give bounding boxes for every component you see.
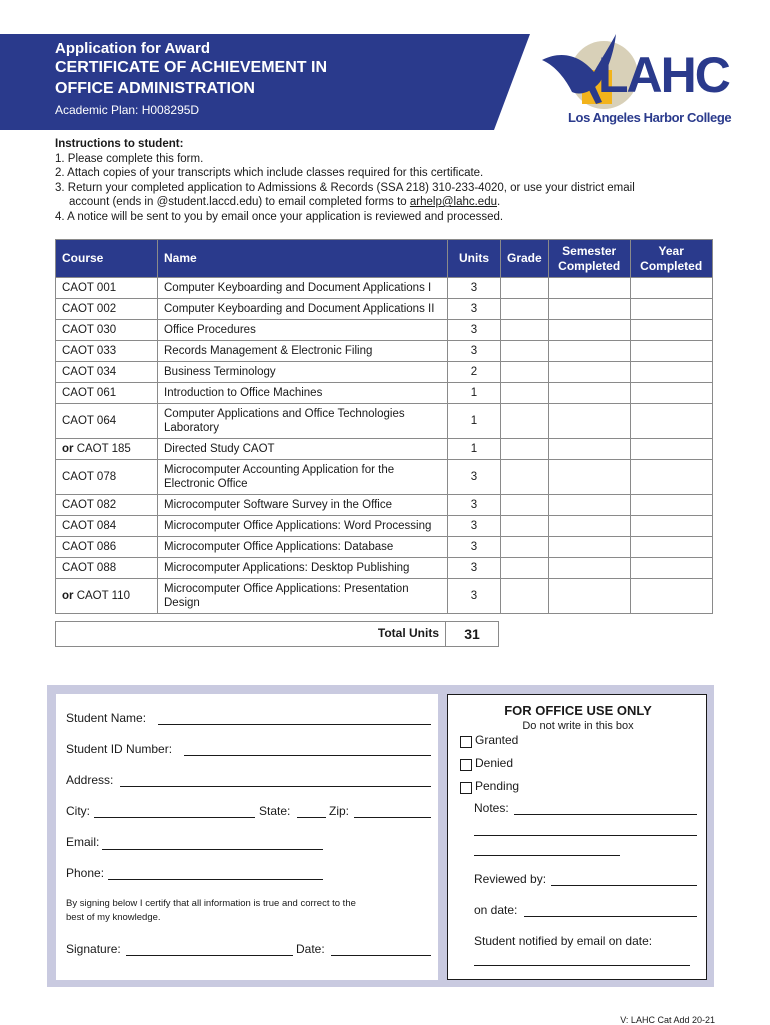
course-name-cell: Microcomputer Accounting Application for the Electronic Office [158,460,448,495]
grade-cell[interactable] [501,278,549,299]
units-cell: 3 [448,579,501,614]
course-code-cell [56,558,158,579]
instruction-item: 2. Attach copies of your transcripts which include classes required for this certificate. [55,167,484,179]
semester-cell[interactable] [548,495,630,516]
grade-cell[interactable] [501,439,549,460]
table-row [56,579,713,614]
table-row [56,537,713,558]
grade-cell[interactable] [501,404,549,439]
course-code-cell [56,362,158,383]
certificate-title-line1: CERTIFICATE OF ACHIEVEMENT IN [55,59,327,76]
course-code-cell [56,320,158,341]
zip-field[interactable] [354,817,431,818]
table-row [56,341,713,362]
course-code: CAOT 061 [62,387,117,399]
units-cell: 1 [448,383,501,404]
version-footer: V: LAHC Cat Add 20-21 [620,1015,715,1025]
semester-cell[interactable] [548,341,630,362]
zip-label: Zip: [329,804,350,818]
units-cell: 3 [448,516,501,537]
year-cell[interactable] [630,383,712,404]
year-cell[interactable] [630,439,712,460]
year-cell[interactable] [630,299,712,320]
course-code-cell [56,278,158,299]
course-name-cell: Microcomputer Software Survey in the Office [158,495,448,516]
certification-text-line2: best of my knowledge. [66,912,161,923]
student-info-box [56,694,438,980]
grade-cell[interactable] [501,362,549,383]
course-code: CAOT 034 [62,366,117,378]
student-name-field[interactable] [158,724,431,725]
course-code-cell [56,460,158,495]
year-cell[interactable] [630,341,712,362]
semester-cell[interactable] [548,579,630,614]
granted-checkbox[interactable] [460,736,472,748]
course-code-cell [56,404,158,439]
course-code-cell [56,579,158,614]
course-code-cell [56,341,158,362]
year-cell[interactable] [630,558,712,579]
grade-cell[interactable] [501,341,549,362]
grade-cell[interactable] [501,320,549,341]
units-cell: 3 [448,341,501,362]
course-code: CAOT 030 [62,324,117,336]
course-code-cell [56,537,158,558]
course-code: CAOT 088 [62,562,117,574]
date-field[interactable] [331,955,431,956]
grade-cell[interactable] [501,495,549,516]
email-field[interactable] [102,849,323,850]
total-units-label: Total Units [377,626,439,640]
office-use-title: FOR OFFICE USE ONLY [504,703,652,718]
table-row [56,320,713,341]
grade-cell[interactable] [501,460,549,495]
certification-text-line1: By signing below I certify that all information is true and correct to the [66,898,356,909]
semester-cell[interactable] [548,558,630,579]
notes-field-line1[interactable] [514,814,697,815]
course-code-cell [56,439,158,460]
instructions-heading: Instructions to student: [55,138,184,150]
course-name-cell: Microcomputer Office Applications: Database [158,537,448,558]
table-row [56,460,713,495]
table-row [56,495,713,516]
course-code: CAOT 185 [76,443,131,455]
course-code-cell [56,383,158,404]
signature-field[interactable] [126,955,293,956]
table-row [56,404,713,439]
table-row [56,362,713,383]
course-name-cell: Records Management & Electronic Filing [158,341,448,362]
units-cell: 1 [448,439,501,460]
grade-cell[interactable] [501,516,549,537]
course-code: CAOT 064 [62,415,117,427]
total-units-row [55,621,715,646]
semester-cell[interactable] [548,460,630,495]
grade-cell[interactable] [501,537,549,558]
year-cell[interactable] [630,460,712,495]
units-cell: 3 [448,495,501,516]
header-grade: Grade [501,240,549,278]
grade-cell[interactable] [501,383,549,404]
units-cell: 3 [448,278,501,299]
course-table [55,239,713,614]
semester-cell[interactable] [548,362,630,383]
semester-cell[interactable] [548,404,630,439]
semester-cell[interactable] [548,383,630,404]
course-code: CAOT 110 [76,590,130,602]
course-name-cell: Microcomputer Applications: Desktop Publishing [158,558,448,579]
year-cell[interactable] [630,320,712,341]
units-cell: 3 [448,299,501,320]
grade-cell[interactable] [501,579,549,614]
grade-cell[interactable] [501,299,549,320]
units-cell: 3 [448,558,501,579]
units-cell: 1 [448,404,501,439]
year-cell[interactable] [630,495,712,516]
city-label: City: [66,804,90,818]
course-name-cell: Computer Applications and Office Technologies Laboratory [158,404,448,439]
header-units: Units [448,240,501,278]
phone-field[interactable] [108,879,323,880]
year-cell[interactable] [630,537,712,558]
header-name: Name [158,240,448,278]
office-use-subtitle: Do not write in this box [522,720,634,732]
course-code: CAOT 002 [62,303,117,315]
units-cell: 3 [448,537,501,558]
table-row [56,516,713,537]
units-cell: 3 [448,320,501,341]
on-date-field[interactable] [524,916,697,917]
notes-field-line2[interactable] [474,835,697,836]
granted-label: Granted [475,733,519,747]
header-banner [0,34,530,130]
total-units-value: 31 [445,621,499,647]
lahc-logo [536,30,732,130]
notified-label: Student notified by email on date: [474,934,653,948]
semester-cell[interactable] [548,299,630,320]
course-name-cell: Business Terminology [158,362,448,383]
email-link[interactable]: arhelp@lahc.edu [409,196,497,208]
course-code: CAOT 084 [62,520,117,532]
instruction-item: 4. A notice will be sent to you by email once your application is reviewed and processed. [55,210,504,223]
on-date-label: on date: [474,903,518,917]
instruction-text: account (ends in @student.laccd.edu) to email completed forms to [69,196,410,208]
state-label: State: [259,804,291,818]
course-code: CAOT 001 [62,282,117,294]
certificate-title-line2: OFFICE ADMINISTRATION [55,80,255,97]
course-code-cell [56,516,158,537]
course-name-cell: Microcomputer Office Applications: Presentation Design [158,579,448,614]
denied-checkbox[interactable] [460,759,472,771]
instruction-period: . [497,196,501,208]
table-header-row [56,240,713,278]
notified-date-field[interactable] [474,965,690,966]
header-year: Year Completed [630,240,712,278]
semester-cell[interactable] [548,278,630,299]
state-field[interactable] [297,817,326,818]
year-cell[interactable] [630,362,712,383]
reviewed-by-label: Reviewed by: [474,872,547,886]
instruction-item: 1. Please complete this form. [55,152,204,165]
table-row [56,278,713,299]
semester-cell[interactable] [548,537,630,558]
semester-cell[interactable] [548,320,630,341]
pending-checkbox[interactable] [460,782,472,794]
form-title: Application for Award [55,40,211,57]
table-row [56,299,713,320]
grade-cell[interactable] [501,558,549,579]
course-name-cell: Computer Keyboarding and Document Applications II [158,299,448,320]
semester-cell[interactable] [548,516,630,537]
year-cell[interactable] [630,516,712,537]
student-id-field[interactable] [184,755,431,756]
course-code-cell [56,495,158,516]
college-name: Los Angeles Harbor College [568,110,732,125]
reviewed-by-field[interactable] [551,885,697,886]
course-code: CAOT 078 [62,471,117,483]
or-prefix: or [62,590,74,602]
instruction-item: 3. Return your completed application to Admissions & Records (SSA 218) 310-233-4020, or use your district email [55,181,635,194]
year-cell[interactable] [630,278,712,299]
table-row [56,558,713,579]
year-cell[interactable] [630,404,712,439]
phone-label: Phone: [66,866,105,880]
pending-label: Pending [475,779,520,793]
denied-label: Denied [475,756,514,770]
instructions [55,137,715,224]
course-code: CAOT 033 [62,345,117,357]
course-name-cell: Directed Study CAOT [158,439,448,460]
course-name-cell: Computer Keyboarding and Document Applications I [158,278,448,299]
course-name-cell: Office Procedures [158,320,448,341]
academic-plan: Academic Plan: H008295D [55,103,200,117]
address-field[interactable] [120,786,431,787]
student-name-label: Student Name: [66,711,147,725]
email-label: Email: [66,835,100,849]
instruction-item-continued [55,195,715,210]
course-rows [56,278,713,614]
header-course: Course [56,240,158,278]
notes-label: Notes: [474,801,509,815]
course-code: CAOT 082 [62,499,117,511]
semester-cell[interactable] [548,439,630,460]
notes-field-line3[interactable] [474,855,620,856]
city-field[interactable] [94,817,255,818]
table-row [56,383,713,404]
units-cell: 3 [448,460,501,495]
course-code-cell [56,299,158,320]
or-prefix: or [62,443,74,455]
logo-wordmark: LAHC [598,47,729,103]
table-row [56,439,713,460]
header-semester: Semester Completed [548,240,630,278]
address-label: Address: [66,773,114,787]
year-cell[interactable] [630,579,712,614]
units-cell: 2 [448,362,501,383]
date-label: Date: [296,942,325,956]
course-name-cell: Microcomputer Office Applications: Word Processing [158,516,448,537]
student-id-label: Student ID Number: [66,742,173,756]
signature-label: Signature: [66,942,121,956]
course-code: CAOT 086 [62,541,117,553]
office-use-box [447,694,707,980]
course-name-cell: Introduction to Office Machines [158,383,448,404]
